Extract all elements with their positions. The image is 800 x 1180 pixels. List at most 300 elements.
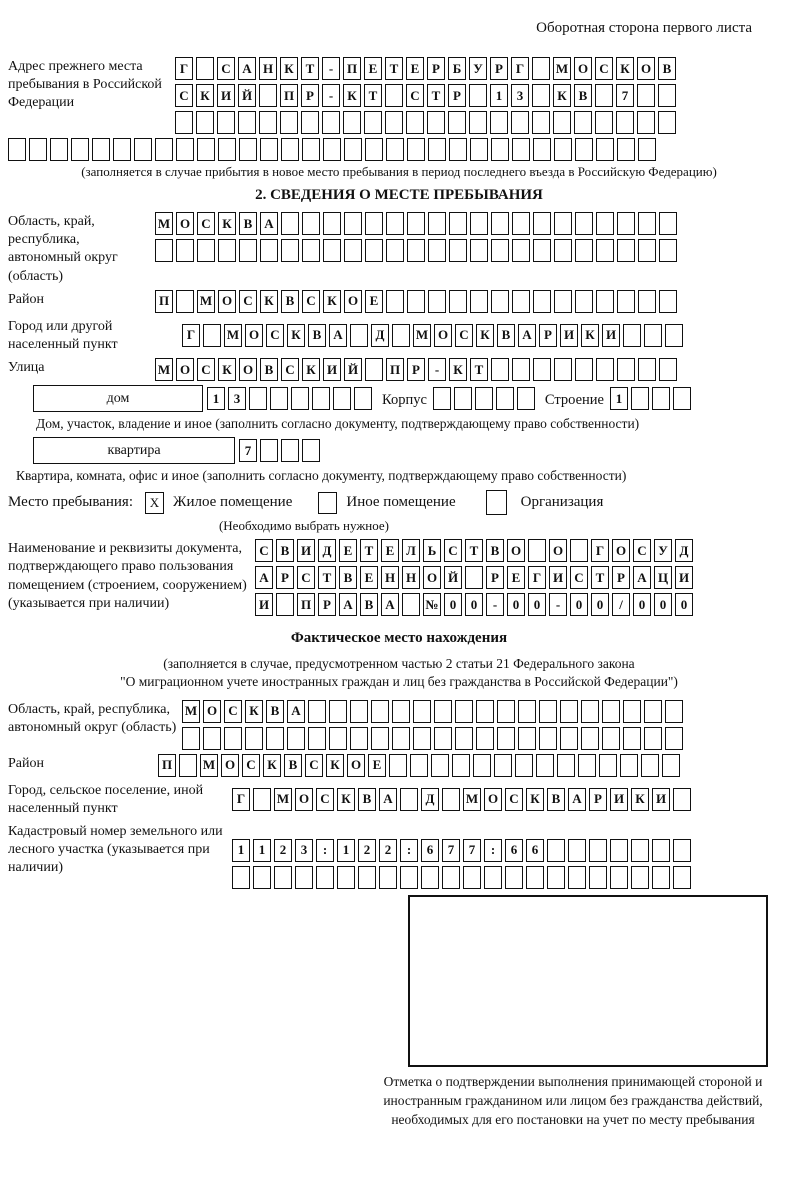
char-cell[interactable] [637, 84, 655, 107]
char-cell[interactable] [329, 700, 347, 723]
char-cell[interactable]: О [221, 754, 239, 777]
char-cell[interactable]: Б [448, 57, 466, 80]
char-cell[interactable] [518, 700, 536, 723]
char-cell[interactable] [302, 439, 320, 462]
char-cell[interactable] [455, 727, 473, 750]
char-cell[interactable] [465, 566, 483, 589]
char-cell[interactable] [557, 754, 575, 777]
char-cell[interactable] [281, 138, 299, 161]
char-cell[interactable] [449, 290, 467, 313]
char-cell[interactable] [270, 387, 288, 410]
char-cell[interactable] [312, 387, 330, 410]
char-cell[interactable] [596, 290, 614, 313]
char-cell[interactable] [617, 358, 635, 381]
char-cell[interactable] [554, 212, 572, 235]
char-cell[interactable] [197, 239, 215, 262]
char-cell[interactable]: М [413, 324, 431, 347]
char-cell[interactable] [365, 239, 383, 262]
char-cell[interactable] [658, 84, 676, 107]
char-cell[interactable] [365, 358, 383, 381]
char-cell[interactable] [386, 239, 404, 262]
char-cell[interactable]: Й [444, 566, 462, 589]
char-cell[interactable] [155, 138, 173, 161]
char-cell[interactable] [560, 727, 578, 750]
char-cell[interactable] [434, 727, 452, 750]
char-cell[interactable]: В [284, 754, 302, 777]
char-cell[interactable] [602, 700, 620, 723]
char-cell[interactable] [308, 700, 326, 723]
char-cell[interactable] [343, 111, 361, 134]
char-cell[interactable]: - [549, 593, 567, 616]
char-cell[interactable] [308, 727, 326, 750]
char-cell[interactable] [389, 754, 407, 777]
char-cell[interactable] [512, 212, 530, 235]
char-cell[interactable] [428, 239, 446, 262]
char-cell[interactable] [413, 700, 431, 723]
char-cell[interactable] [392, 727, 410, 750]
char-cell[interactable] [617, 138, 635, 161]
char-cell[interactable]: В [276, 539, 294, 562]
char-cell[interactable]: К [616, 57, 634, 80]
char-cell[interactable] [449, 138, 467, 161]
char-cell[interactable]: А [260, 212, 278, 235]
char-cell[interactable] [218, 239, 236, 262]
char-cell[interactable]: С [316, 788, 334, 811]
char-cell[interactable] [511, 111, 529, 134]
char-cell[interactable]: 1 [490, 84, 508, 107]
char-cell[interactable]: И [652, 788, 670, 811]
char-cell[interactable] [302, 212, 320, 235]
char-cell[interactable]: О [637, 57, 655, 80]
char-cell[interactable] [547, 866, 565, 889]
char-cell[interactable]: О [218, 290, 236, 313]
char-cell[interactable] [533, 290, 551, 313]
char-cell[interactable]: : [400, 839, 418, 862]
char-cell[interactable] [518, 727, 536, 750]
char-cell[interactable] [454, 387, 472, 410]
char-cell[interactable] [491, 138, 509, 161]
char-cell[interactable] [344, 138, 362, 161]
char-cell[interactable] [554, 290, 572, 313]
char-cell[interactable] [354, 387, 372, 410]
char-cell[interactable] [532, 84, 550, 107]
char-cell[interactable]: К [337, 788, 355, 811]
char-cell[interactable]: К [245, 700, 263, 723]
char-cell[interactable]: В [308, 324, 326, 347]
char-cell[interactable] [232, 866, 250, 889]
char-cell[interactable]: С [217, 57, 235, 80]
char-cell[interactable] [596, 212, 614, 235]
char-cell[interactable]: М [274, 788, 292, 811]
apartment-field[interactable]: квартира [33, 437, 235, 464]
char-cell[interactable]: К [581, 324, 599, 347]
char-cell[interactable] [659, 358, 677, 381]
char-cell[interactable] [182, 727, 200, 750]
char-cell[interactable] [407, 290, 425, 313]
char-cell[interactable]: С [302, 290, 320, 313]
char-cell[interactable]: 1 [232, 839, 250, 862]
char-cell[interactable]: Т [427, 84, 445, 107]
char-cell[interactable]: С [255, 539, 273, 562]
char-cell[interactable] [533, 358, 551, 381]
char-cell[interactable]: Р [448, 84, 466, 107]
char-cell[interactable] [497, 700, 515, 723]
char-cell[interactable] [280, 111, 298, 134]
char-cell[interactable] [533, 212, 551, 235]
char-cell[interactable]: 3 [228, 387, 246, 410]
char-cell[interactable] [196, 111, 214, 134]
char-cell[interactable]: В [486, 539, 504, 562]
char-cell[interactable]: М [553, 57, 571, 80]
char-cell[interactable]: О [612, 539, 630, 562]
char-cell[interactable]: С [239, 290, 257, 313]
char-cell[interactable]: К [476, 324, 494, 347]
char-cell[interactable] [539, 700, 557, 723]
char-cell[interactable]: Й [238, 84, 256, 107]
char-cell[interactable] [281, 439, 299, 462]
char-cell[interactable]: Г [232, 788, 250, 811]
char-cell[interactable] [575, 358, 593, 381]
char-cell[interactable]: С [281, 358, 299, 381]
char-cell[interactable] [595, 84, 613, 107]
char-cell[interactable] [431, 754, 449, 777]
char-cell[interactable]: М [197, 290, 215, 313]
char-cell[interactable] [434, 700, 452, 723]
char-cell[interactable] [442, 788, 460, 811]
char-cell[interactable]: С [444, 539, 462, 562]
char-cell[interactable]: И [675, 566, 693, 589]
char-cell[interactable] [260, 439, 278, 462]
char-cell[interactable]: К [326, 754, 344, 777]
char-cell[interactable]: С [595, 57, 613, 80]
char-cell[interactable] [217, 111, 235, 134]
char-cell[interactable]: О [574, 57, 592, 80]
char-cell[interactable]: Р [612, 566, 630, 589]
char-cell[interactable] [371, 700, 389, 723]
char-cell[interactable]: И [610, 788, 628, 811]
char-cell[interactable] [515, 754, 533, 777]
char-cell[interactable]: П [297, 593, 315, 616]
checkbox-inoe[interactable] [318, 492, 337, 514]
char-cell[interactable] [631, 839, 649, 862]
char-cell[interactable]: Т [385, 57, 403, 80]
char-cell[interactable]: М [463, 788, 481, 811]
char-cell[interactable]: Т [318, 566, 336, 589]
char-cell[interactable] [155, 239, 173, 262]
char-cell[interactable] [581, 727, 599, 750]
char-cell[interactable]: - [428, 358, 446, 381]
char-cell[interactable] [533, 239, 551, 262]
char-cell[interactable] [560, 700, 578, 723]
char-cell[interactable] [517, 387, 535, 410]
char-cell[interactable] [470, 239, 488, 262]
char-cell[interactable] [631, 387, 649, 410]
checkbox-organizaciya[interactable] [486, 490, 507, 515]
char-cell[interactable]: А [633, 566, 651, 589]
char-cell[interactable] [659, 212, 677, 235]
char-cell[interactable] [658, 111, 676, 134]
char-cell[interactable] [532, 57, 550, 80]
char-cell[interactable] [631, 866, 649, 889]
char-cell[interactable]: О [434, 324, 452, 347]
char-cell[interactable] [596, 138, 614, 161]
char-cell[interactable]: А [381, 593, 399, 616]
char-cell[interactable]: 7 [463, 839, 481, 862]
char-cell[interactable] [554, 239, 572, 262]
char-cell[interactable]: Е [507, 566, 525, 589]
char-cell[interactable] [616, 111, 634, 134]
char-cell[interactable] [260, 138, 278, 161]
char-cell[interactable] [407, 138, 425, 161]
char-cell[interactable] [329, 727, 347, 750]
char-cell[interactable] [333, 387, 351, 410]
char-cell[interactable]: С [305, 754, 323, 777]
char-cell[interactable] [673, 866, 691, 889]
char-cell[interactable]: А [329, 324, 347, 347]
char-cell[interactable]: Г [182, 324, 200, 347]
char-cell[interactable]: О [176, 358, 194, 381]
char-cell[interactable] [491, 358, 509, 381]
char-cell[interactable]: Т [470, 358, 488, 381]
char-cell[interactable] [301, 111, 319, 134]
char-cell[interactable]: К [218, 212, 236, 235]
char-cell[interactable]: 1 [610, 387, 628, 410]
char-cell[interactable]: В [281, 290, 299, 313]
char-cell[interactable]: Д [371, 324, 389, 347]
char-cell[interactable]: С [242, 754, 260, 777]
char-cell[interactable] [532, 111, 550, 134]
char-cell[interactable] [448, 111, 466, 134]
char-cell[interactable] [176, 239, 194, 262]
char-cell[interactable] [673, 839, 691, 862]
char-cell[interactable] [238, 111, 256, 134]
char-cell[interactable]: 7 [616, 84, 634, 107]
char-cell[interactable]: 2 [358, 839, 376, 862]
char-cell[interactable]: 0 [507, 593, 525, 616]
char-cell[interactable]: В [260, 358, 278, 381]
char-cell[interactable] [644, 324, 662, 347]
char-cell[interactable] [402, 593, 420, 616]
char-cell[interactable]: И [297, 539, 315, 562]
char-cell[interactable]: О [507, 539, 525, 562]
char-cell[interactable] [218, 138, 236, 161]
char-cell[interactable]: Н [402, 566, 420, 589]
char-cell[interactable]: К [343, 84, 361, 107]
char-cell[interactable] [652, 387, 670, 410]
char-cell[interactable]: : [316, 839, 334, 862]
char-cell[interactable]: Р [539, 324, 557, 347]
char-cell[interactable]: В [358, 788, 376, 811]
char-cell[interactable]: А [255, 566, 273, 589]
char-cell[interactable] [554, 138, 572, 161]
char-cell[interactable] [281, 212, 299, 235]
char-cell[interactable] [407, 239, 425, 262]
char-cell[interactable]: П [343, 57, 361, 80]
char-cell[interactable] [302, 138, 320, 161]
char-cell[interactable] [469, 84, 487, 107]
char-cell[interactable]: К [263, 754, 281, 777]
char-cell[interactable] [673, 788, 691, 811]
char-cell[interactable]: К [553, 84, 571, 107]
char-cell[interactable]: Ь [423, 539, 441, 562]
char-cell[interactable] [8, 138, 26, 161]
char-cell[interactable] [295, 866, 313, 889]
char-cell[interactable]: К [631, 788, 649, 811]
char-cell[interactable]: Р [301, 84, 319, 107]
char-cell[interactable] [350, 727, 368, 750]
char-cell[interactable] [385, 111, 403, 134]
char-cell[interactable] [620, 754, 638, 777]
char-cell[interactable]: Е [339, 539, 357, 562]
char-cell[interactable] [644, 700, 662, 723]
char-cell[interactable] [568, 839, 586, 862]
char-cell[interactable] [610, 866, 628, 889]
char-cell[interactable]: О [549, 539, 567, 562]
char-cell[interactable] [554, 358, 572, 381]
char-cell[interactable] [203, 727, 221, 750]
char-cell[interactable]: 0 [675, 593, 693, 616]
char-cell[interactable] [196, 57, 214, 80]
char-cell[interactable]: И [602, 324, 620, 347]
char-cell[interactable]: - [322, 84, 340, 107]
char-cell[interactable] [659, 239, 677, 262]
char-cell[interactable] [266, 727, 284, 750]
char-cell[interactable] [92, 138, 110, 161]
char-cell[interactable] [385, 84, 403, 107]
char-cell[interactable]: С [224, 700, 242, 723]
char-cell[interactable] [224, 727, 242, 750]
char-cell[interactable] [134, 138, 152, 161]
char-cell[interactable] [239, 239, 257, 262]
char-cell[interactable]: Г [511, 57, 529, 80]
char-cell[interactable] [442, 866, 460, 889]
char-cell[interactable] [536, 754, 554, 777]
char-cell[interactable] [406, 111, 424, 134]
char-cell[interactable] [476, 727, 494, 750]
char-cell[interactable] [491, 212, 509, 235]
char-cell[interactable] [491, 239, 509, 262]
char-cell[interactable]: С [570, 566, 588, 589]
char-cell[interactable]: С [197, 212, 215, 235]
char-cell[interactable] [463, 866, 481, 889]
char-cell[interactable] [599, 754, 617, 777]
char-cell[interactable] [392, 700, 410, 723]
char-cell[interactable] [547, 839, 565, 862]
char-cell[interactable]: 1 [207, 387, 225, 410]
char-cell[interactable]: К [218, 358, 236, 381]
char-cell[interactable]: Г [591, 539, 609, 562]
char-cell[interactable] [322, 111, 340, 134]
char-cell[interactable]: Й [344, 358, 362, 381]
char-cell[interactable]: В [239, 212, 257, 235]
char-cell[interactable] [638, 358, 656, 381]
char-cell[interactable]: О [239, 358, 257, 381]
char-cell[interactable]: М [200, 754, 218, 777]
char-cell[interactable] [371, 727, 389, 750]
char-cell[interactable] [644, 727, 662, 750]
char-cell[interactable] [638, 239, 656, 262]
char-cell[interactable] [344, 239, 362, 262]
char-cell[interactable] [638, 212, 656, 235]
char-cell[interactable]: Т [301, 57, 319, 80]
char-cell[interactable] [494, 754, 512, 777]
char-cell[interactable]: 0 [444, 593, 462, 616]
char-cell[interactable] [274, 866, 292, 889]
char-cell[interactable]: С [406, 84, 424, 107]
char-cell[interactable]: С [266, 324, 284, 347]
char-cell[interactable]: И [217, 84, 235, 107]
char-cell[interactable] [428, 212, 446, 235]
char-cell[interactable] [533, 138, 551, 161]
char-cell[interactable] [197, 138, 215, 161]
char-cell[interactable]: Р [318, 593, 336, 616]
char-cell[interactable]: П [155, 290, 173, 313]
char-cell[interactable] [469, 111, 487, 134]
char-cell[interactable]: М [155, 212, 173, 235]
char-cell[interactable]: С [175, 84, 193, 107]
char-cell[interactable]: 6 [421, 839, 439, 862]
char-cell[interactable] [665, 324, 683, 347]
char-cell[interactable]: А [339, 593, 357, 616]
char-cell[interactable]: В [360, 593, 378, 616]
char-cell[interactable]: 3 [511, 84, 529, 107]
char-cell[interactable] [610, 839, 628, 862]
char-cell[interactable] [455, 700, 473, 723]
char-cell[interactable] [673, 387, 691, 410]
char-cell[interactable]: 6 [505, 839, 523, 862]
char-cell[interactable] [473, 754, 491, 777]
char-cell[interactable] [365, 212, 383, 235]
char-cell[interactable] [476, 700, 494, 723]
char-cell[interactable]: М [182, 700, 200, 723]
char-cell[interactable]: Т [591, 566, 609, 589]
char-cell[interactable] [637, 111, 655, 134]
char-cell[interactable] [281, 239, 299, 262]
char-cell[interactable] [350, 324, 368, 347]
char-cell[interactable] [665, 727, 683, 750]
char-cell[interactable]: 3 [295, 839, 313, 862]
char-cell[interactable]: В [547, 788, 565, 811]
char-cell[interactable] [358, 866, 376, 889]
char-cell[interactable]: К [260, 290, 278, 313]
char-cell[interactable]: № [423, 593, 441, 616]
char-cell[interactable] [617, 212, 635, 235]
char-cell[interactable] [512, 358, 530, 381]
char-cell[interactable]: Е [365, 290, 383, 313]
char-cell[interactable] [323, 138, 341, 161]
char-cell[interactable]: Р [276, 566, 294, 589]
char-cell[interactable] [553, 111, 571, 134]
char-cell[interactable]: Р [486, 566, 504, 589]
char-cell[interactable]: - [322, 57, 340, 80]
char-cell[interactable]: Ц [654, 566, 672, 589]
char-cell[interactable]: Г [528, 566, 546, 589]
char-cell[interactable] [497, 727, 515, 750]
char-cell[interactable] [323, 239, 341, 262]
char-cell[interactable] [239, 138, 257, 161]
char-cell[interactable] [392, 324, 410, 347]
char-cell[interactable] [400, 866, 418, 889]
char-cell[interactable]: К [287, 324, 305, 347]
char-cell[interactable] [253, 788, 271, 811]
char-cell[interactable]: Р [589, 788, 607, 811]
char-cell[interactable] [452, 754, 470, 777]
char-cell[interactable]: В [266, 700, 284, 723]
char-cell[interactable] [641, 754, 659, 777]
char-cell[interactable]: И [255, 593, 273, 616]
char-cell[interactable]: О [347, 754, 365, 777]
char-cell[interactable] [470, 212, 488, 235]
